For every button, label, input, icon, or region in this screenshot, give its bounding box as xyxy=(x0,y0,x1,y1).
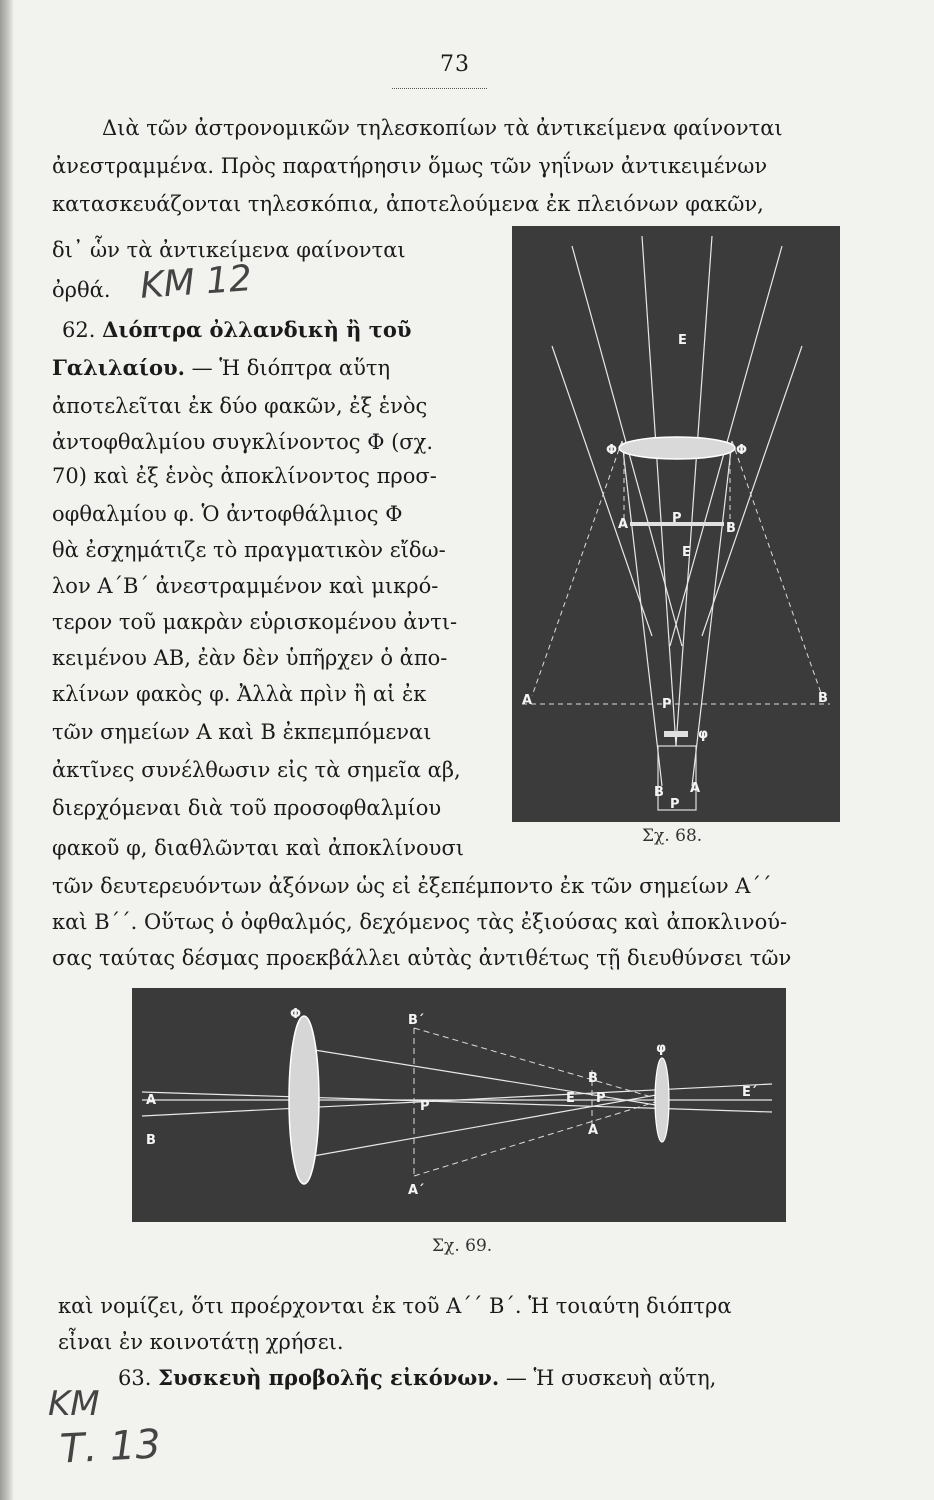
fig68-label: Ρ xyxy=(662,697,672,712)
fig69-label: Β΄ xyxy=(408,1013,424,1028)
text-line: τερον τοῦ μακρὰν εὑρισκομένου ἀντι- xyxy=(52,610,458,634)
figure-69 xyxy=(132,988,786,1222)
fig69-label: Ε xyxy=(566,1091,575,1106)
fig68-label: φ xyxy=(698,727,709,742)
fig68-label: Β xyxy=(654,785,664,800)
text-line: Διὰ τῶν ἀστρονομικῶν τηλεσκοπίων τὰ ἀντικείμενα φαίνονται xyxy=(102,116,783,140)
fig68-label: Φ xyxy=(606,443,618,458)
figure-69-caption: Σχ. 69. xyxy=(432,1236,493,1256)
text-line: ἀποτελεῖται ἐκ δύο φακῶν, ἐξ ἑνὸς xyxy=(52,394,428,418)
text-line: καὶ νομίζει, ὅτι προέρχονται ἐκ τοῦ Α΄΄ Β΄. Ἡ τοιαύτη διόπτρα xyxy=(58,1294,732,1318)
section-number: 63. xyxy=(118,1366,152,1390)
fig69-label: φ xyxy=(656,1041,667,1056)
fig69-label: Α΄ xyxy=(408,1183,424,1198)
text-line: κατασκευάζονται τηλεσκόπια, ἀποτελούμενα ἐκ πλειόνων φακῶν, xyxy=(52,192,764,216)
fig69-label: Ρ xyxy=(596,1091,606,1106)
fig69-label: Ρ΄ xyxy=(420,1099,436,1114)
handwritten-note: Τ. 13 xyxy=(58,1421,162,1473)
text-line: τῶν σημείων Α καὶ Β ἐκπεμπόμεναι xyxy=(52,720,432,744)
text-line: κλίνων φακὸς φ. Ἀλλὰ πρὶν ἢ αἱ ἐκ xyxy=(52,682,427,706)
figure-68 xyxy=(512,226,840,822)
handwritten-note: ΚΜ xyxy=(48,1384,100,1424)
section-lead: — Ἡ διόπτρα αὕτη xyxy=(191,356,391,380)
fig68-label: Ρ xyxy=(672,511,682,526)
figure-69-drawing xyxy=(132,988,786,1222)
figure-68-drawing xyxy=(512,226,840,822)
section-lead: — Ἡ συσκευὴ αὕτη, xyxy=(505,1366,717,1390)
fig68-label: Ε xyxy=(682,545,691,560)
fig69-label: Ε΄ xyxy=(742,1085,757,1100)
text-line: κειμένου ΑΒ, ἐὰν δὲν ὑπῆρχεν ὁ ἀπο- xyxy=(52,646,448,670)
fig68-label: Α xyxy=(618,517,629,532)
section-title: Συσκευὴ προβολῆς εἰκόνων. xyxy=(158,1365,500,1390)
text-line: ἀκτῖνες συνέλθωσιν εἰς τὰ σημεῖα αβ, xyxy=(52,758,461,782)
page-number: 73 xyxy=(440,52,470,77)
text-line: ἀντοφθαλμίου συγκλίνοντος Φ (σχ. xyxy=(52,430,434,454)
section-63-heading xyxy=(118,1364,716,1392)
page-number-rule xyxy=(392,88,487,89)
text-line: λον Α΄Β΄ ἀνεστραμμένον καὶ μικρό- xyxy=(52,574,439,598)
fig68-label: Α xyxy=(522,693,533,708)
text-line: καὶ Β΄΄. Οὕτως ὁ ὀφθαλμός, δεχόμενος τὰς ἐξιούσας καὶ ἀποκλινού- xyxy=(52,910,788,934)
section-title: Διόπτρα ὀλλανδικὴ ἢ τοῦ xyxy=(102,317,412,342)
text-line: ὀρθά. xyxy=(52,278,111,302)
text-line: θὰ ἐσχημάτιζε τὸ πραγματικὸν εἴδω- xyxy=(52,538,446,562)
binding-gutter xyxy=(0,0,14,1500)
fig68-label: Β xyxy=(726,521,736,536)
fig68-label: Ρ xyxy=(670,797,680,812)
fig68-label: Φ xyxy=(736,443,748,458)
text-line: διερχόμεναι διὰ τοῦ προσοφθαλμίου xyxy=(52,796,442,820)
text-line: 70) καὶ ἐξ ἑνὸς ἀποκλίνοντος προσ- xyxy=(52,464,437,488)
fig68-label: Β xyxy=(818,691,828,706)
fig68-label: Ε xyxy=(678,333,687,348)
fig69-label: Α xyxy=(146,1093,157,1108)
section-62-heading-cont xyxy=(52,354,390,382)
fig69-label: Β xyxy=(146,1133,156,1148)
fig68-label: Α xyxy=(690,781,701,796)
text-line: δι᾽ ὧν τὰ ἀντικείμενα φαίνονται xyxy=(52,238,406,262)
text-line: φακοῦ φ, διαθλῶνται καὶ ἀποκλίνουσι xyxy=(52,836,465,860)
figure-68-caption: Σχ. 68. xyxy=(642,826,703,846)
text-line: εἶναι ἐν κοινοτάτῃ χρήσει. xyxy=(58,1330,344,1354)
section-title: Γαλιλαίου. xyxy=(52,355,185,380)
section-number: 62. xyxy=(62,318,96,342)
fig69-label: Φ xyxy=(290,1007,302,1022)
text-line: οφθαλμίου φ. Ὁ ἀντοφθάλμιος Φ xyxy=(52,502,403,526)
fig69-label: Α xyxy=(588,1123,599,1138)
fig69-label: Β xyxy=(588,1071,598,1086)
text-line: ἀνεστραμμένα. Πρὸς παρατήρησιν ὅμως τῶν γηΐνων ἀντικειμένων xyxy=(52,154,768,178)
text-line: τῶν δευτερευόντων ἀξόνων ὡς εἰ ἐξεπέμποντο ἐκ τῶν σημείων Α΄΄ xyxy=(52,874,772,898)
text-line: σας ταύτας δέσμας προεκβάλλει αὐτὰς ἀντιθέτως τῇ διευθύνσει τῶν xyxy=(52,946,792,970)
section-62-heading xyxy=(62,316,411,344)
handwritten-note: ΚΜ 12 xyxy=(138,258,254,307)
